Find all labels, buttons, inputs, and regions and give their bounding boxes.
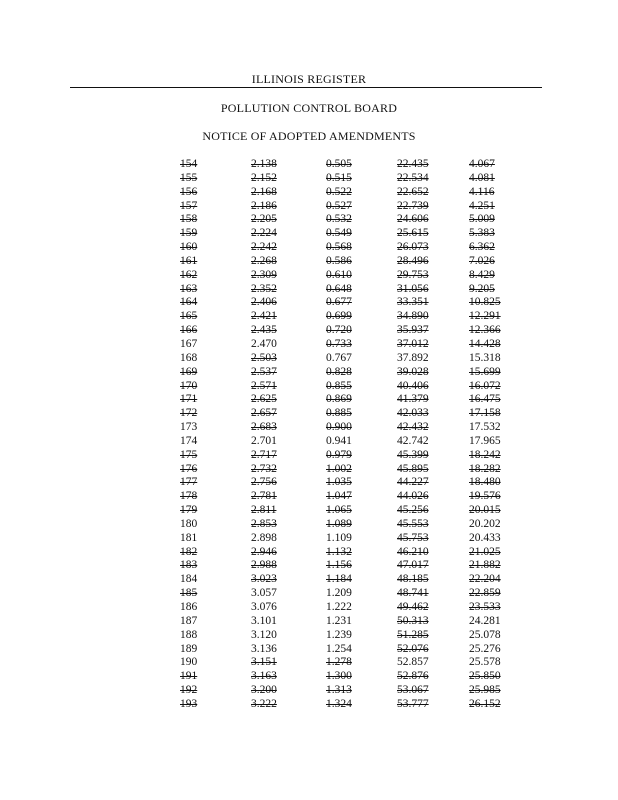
table-cell: 25.615 bbox=[397, 227, 429, 240]
table-row bbox=[0, 255, 618, 269]
table-cell: 1.278 bbox=[326, 656, 352, 669]
table-cell: 2.406 bbox=[251, 296, 277, 309]
table-cell: 26.152 bbox=[469, 697, 501, 710]
table-cell: 173 bbox=[180, 421, 198, 434]
table-row bbox=[0, 380, 618, 394]
table-cell: 47.017 bbox=[397, 559, 429, 572]
table-row bbox=[0, 200, 618, 214]
table-cell: 2.309 bbox=[251, 268, 277, 281]
table-cell: 162 bbox=[180, 268, 198, 281]
table-cell: 48.741 bbox=[397, 587, 429, 600]
table-cell: 21.882 bbox=[469, 559, 501, 572]
table-cell: 2.898 bbox=[251, 531, 277, 544]
table-cell: 2.352 bbox=[251, 282, 277, 295]
table-row bbox=[0, 684, 618, 698]
table-cell: 18.242 bbox=[469, 448, 501, 461]
table-cell: 25.850 bbox=[469, 670, 501, 683]
table-row bbox=[0, 463, 618, 477]
table-cell: 190 bbox=[180, 656, 198, 669]
table-row bbox=[0, 421, 618, 435]
table-row bbox=[0, 573, 618, 587]
table-cell: 2.946 bbox=[251, 545, 277, 558]
table-cell: 50.313 bbox=[397, 614, 429, 627]
table-cell: 0.568 bbox=[326, 241, 352, 254]
table-cell: 5.009 bbox=[469, 213, 495, 226]
table-cell: 2.435 bbox=[251, 324, 277, 337]
table-cell: 0.869 bbox=[326, 393, 352, 406]
table-cell: 2.811 bbox=[251, 504, 277, 517]
table-cell: 1.089 bbox=[326, 517, 352, 530]
table-cell: 3.057 bbox=[251, 587, 277, 600]
table-cell: 1.109 bbox=[326, 531, 352, 544]
table-cell: 46.210 bbox=[397, 545, 429, 558]
table-cell: 14.428 bbox=[469, 337, 501, 350]
table-cell: 0.828 bbox=[326, 365, 352, 378]
table-cell: 2.756 bbox=[251, 476, 277, 489]
table-row bbox=[0, 629, 618, 643]
table-cell: 37.012 bbox=[397, 337, 429, 350]
table-cell: 193 bbox=[180, 697, 198, 710]
table-cell: 170 bbox=[180, 379, 198, 392]
table-cell: 52.876 bbox=[397, 670, 429, 683]
table-cell: 3.136 bbox=[251, 642, 277, 655]
register-title: ILLINOIS REGISTER bbox=[251, 72, 367, 86]
table-cell: 29.753 bbox=[397, 268, 429, 281]
table-cell: 4.081 bbox=[469, 171, 495, 184]
table-cell: 25.276 bbox=[469, 642, 501, 655]
table-cell: 2.701 bbox=[251, 434, 277, 447]
table-cell: 0.505 bbox=[326, 158, 352, 170]
header-rule bbox=[70, 87, 542, 88]
table-cell: 16.475 bbox=[469, 393, 501, 406]
table-cell: 3.120 bbox=[251, 628, 277, 641]
table-cell: 48.185 bbox=[397, 573, 429, 586]
table-cell: 9.205 bbox=[469, 282, 495, 295]
table-cell: 2.853 bbox=[251, 517, 277, 530]
table-cell: 0.527 bbox=[326, 199, 352, 212]
table-cell: 160 bbox=[180, 241, 198, 254]
table-cell: 165 bbox=[180, 310, 198, 323]
table-cell: 25.985 bbox=[469, 684, 501, 697]
table-cell: 22.739 bbox=[397, 199, 429, 212]
table-row bbox=[0, 643, 618, 657]
table-cell: 15.699 bbox=[469, 365, 501, 378]
table-cell: 157 bbox=[180, 199, 198, 212]
table-cell: 178 bbox=[180, 490, 198, 503]
table-cell: 45.895 bbox=[397, 462, 429, 475]
table-row bbox=[0, 587, 618, 601]
table-cell: 16.072 bbox=[469, 379, 501, 392]
table-cell: 22.859 bbox=[469, 587, 501, 600]
table-cell: 159 bbox=[180, 227, 198, 240]
table-cell: 186 bbox=[180, 601, 198, 613]
table-cell: 183 bbox=[180, 559, 198, 572]
table-cell: 168 bbox=[180, 351, 198, 364]
table-cell: 22.652 bbox=[397, 185, 429, 198]
table-cell: 42.432 bbox=[397, 421, 429, 434]
table-row bbox=[0, 172, 618, 186]
table-cell: 2.732 bbox=[251, 462, 277, 475]
board-title: POLLUTION CONTROL BOARD bbox=[220, 101, 398, 115]
table-cell: 3.163 bbox=[251, 670, 277, 683]
table-cell: 24.606 bbox=[397, 213, 429, 226]
table-cell: 1.132 bbox=[326, 545, 352, 558]
table-cell: 3.222 bbox=[251, 697, 277, 710]
table-cell: 31.056 bbox=[397, 282, 429, 295]
table-cell: 2.421 bbox=[251, 310, 277, 323]
table-row bbox=[0, 227, 618, 241]
table-cell: 2.168 bbox=[251, 185, 277, 198]
table-cell: 0.767 bbox=[326, 351, 352, 364]
table-cell: 17.158 bbox=[469, 407, 501, 420]
table-cell: 189 bbox=[180, 642, 198, 655]
table-row bbox=[0, 656, 618, 670]
table-cell: 2.186 bbox=[251, 199, 277, 212]
table-cell: 20.202 bbox=[469, 517, 501, 530]
table-cell: 0.979 bbox=[326, 448, 352, 461]
table-cell: 155 bbox=[180, 171, 198, 184]
table-cell: 0.522 bbox=[326, 185, 352, 198]
table-row bbox=[0, 186, 618, 200]
table-row bbox=[0, 213, 618, 227]
table-cell: 0.720 bbox=[326, 324, 352, 337]
table-cell: 1.231 bbox=[326, 614, 352, 627]
table-cell: 172 bbox=[180, 407, 198, 420]
table-cell: 42.033 bbox=[397, 407, 429, 420]
table-cell: 0.532 bbox=[326, 213, 352, 226]
table-cell: 23.533 bbox=[469, 601, 501, 613]
table-cell: 161 bbox=[180, 254, 198, 267]
table-cell: 179 bbox=[180, 504, 198, 517]
table-row bbox=[0, 393, 618, 407]
table-cell: 166 bbox=[180, 324, 198, 337]
table-cell: 52.076 bbox=[397, 642, 429, 655]
table-cell: 44.227 bbox=[397, 476, 429, 489]
table-cell: 180 bbox=[180, 517, 198, 530]
table-cell: 49.462 bbox=[397, 601, 429, 613]
table-cell: 45.399 bbox=[397, 448, 429, 461]
data-table bbox=[0, 158, 618, 712]
table-cell: 8.429 bbox=[469, 268, 495, 281]
table-cell: 19.576 bbox=[469, 490, 501, 503]
table-row bbox=[0, 158, 618, 172]
table-cell: 1.002 bbox=[326, 462, 352, 475]
table-cell: 1.254 bbox=[326, 642, 352, 655]
table-cell: 181 bbox=[180, 531, 198, 544]
table-cell: 2.152 bbox=[251, 171, 277, 184]
table-cell: 1.222 bbox=[326, 601, 352, 613]
table-cell: 22.534 bbox=[397, 171, 429, 184]
table-cell: 187 bbox=[180, 614, 198, 627]
table-cell: 28.496 bbox=[397, 254, 429, 267]
table-cell: 45.753 bbox=[397, 531, 429, 544]
table-cell: 191 bbox=[180, 670, 198, 683]
table-cell: 22.435 bbox=[397, 158, 429, 170]
table-cell: 18.282 bbox=[469, 462, 501, 475]
table-row bbox=[0, 269, 618, 283]
table-cell: 51.285 bbox=[397, 628, 429, 641]
table-cell: 1.035 bbox=[326, 476, 352, 489]
table-cell: 20.433 bbox=[469, 531, 501, 544]
table-cell: 4.067 bbox=[469, 158, 495, 170]
table-row bbox=[0, 601, 618, 615]
table-row bbox=[0, 546, 618, 560]
table-cell: 154 bbox=[180, 158, 198, 170]
table-row bbox=[0, 476, 618, 490]
table-cell: 6.362 bbox=[469, 241, 495, 254]
table-cell: 2.717 bbox=[251, 448, 277, 461]
table-cell: 41.379 bbox=[397, 393, 429, 406]
table-cell: 1.313 bbox=[326, 684, 352, 697]
table-cell: 12.291 bbox=[469, 310, 501, 323]
table-cell: 53.067 bbox=[397, 684, 429, 697]
table-cell: 185 bbox=[180, 587, 198, 600]
table-row bbox=[0, 504, 618, 518]
table-cell: 1.047 bbox=[326, 490, 352, 503]
table-cell: 34.890 bbox=[397, 310, 429, 323]
table-cell: 177 bbox=[180, 476, 198, 489]
table-cell: 25.078 bbox=[469, 628, 501, 641]
table-cell: 1.184 bbox=[326, 573, 352, 586]
table-cell: 175 bbox=[180, 448, 198, 461]
table-cell: 33.351 bbox=[397, 296, 429, 309]
table-cell: 2.268 bbox=[251, 254, 277, 267]
table-cell: 2.503 bbox=[251, 351, 277, 364]
table-cell: 2.625 bbox=[251, 393, 277, 406]
table-cell: 0.677 bbox=[326, 296, 352, 309]
table-cell: 17.532 bbox=[469, 421, 501, 434]
table-cell: 12.366 bbox=[469, 324, 501, 337]
table-cell: 40.406 bbox=[397, 379, 429, 392]
table-cell: 2.205 bbox=[251, 213, 277, 226]
table-cell: 45.256 bbox=[397, 504, 429, 517]
table-row bbox=[0, 283, 618, 297]
table-cell: 0.733 bbox=[326, 337, 352, 350]
table-cell: 0.549 bbox=[326, 227, 352, 240]
table-cell: 2.657 bbox=[251, 407, 277, 420]
table-cell: 37.892 bbox=[397, 351, 429, 364]
table-cell: 26.073 bbox=[397, 241, 429, 254]
table-cell: 2.571 bbox=[251, 379, 277, 392]
table-row bbox=[0, 366, 618, 380]
table-cell: 2.470 bbox=[251, 337, 277, 350]
table-cell: 7.026 bbox=[469, 254, 495, 267]
table-cell: 0.855 bbox=[326, 379, 352, 392]
notice-title: NOTICE OF ADOPTED AMENDMENTS bbox=[202, 129, 416, 143]
table-cell: 188 bbox=[180, 628, 198, 641]
table-cell: 22.204 bbox=[469, 573, 501, 586]
table-cell: 167 bbox=[180, 337, 198, 350]
table-cell: 1.065 bbox=[326, 504, 352, 517]
table-cell: 2.683 bbox=[251, 421, 277, 434]
table-cell: 25.578 bbox=[469, 656, 501, 669]
table-cell: 0.885 bbox=[326, 407, 352, 420]
table-cell: 169 bbox=[180, 365, 198, 378]
table-cell: 15.318 bbox=[469, 351, 501, 364]
table-cell: 2.224 bbox=[251, 227, 277, 240]
table-row bbox=[0, 324, 618, 338]
table-cell: 182 bbox=[180, 545, 198, 558]
table-cell: 1.324 bbox=[326, 697, 352, 710]
table-cell: 192 bbox=[180, 684, 198, 697]
table-cell: 21.025 bbox=[469, 545, 501, 558]
table-row bbox=[0, 559, 618, 573]
table-cell: 3.151 bbox=[251, 656, 277, 669]
table-cell: 52.857 bbox=[397, 656, 429, 669]
table-cell: 176 bbox=[180, 462, 198, 475]
table-cell: 3.023 bbox=[251, 573, 277, 586]
table-cell: 1.239 bbox=[326, 628, 352, 641]
table-cell: 0.648 bbox=[326, 282, 352, 295]
table-cell: 44.026 bbox=[397, 490, 429, 503]
table-cell: 42.742 bbox=[397, 434, 429, 447]
table-row bbox=[0, 698, 618, 712]
table-cell: 171 bbox=[180, 393, 198, 406]
table-cell: 45.553 bbox=[397, 517, 429, 530]
table-cell: 3.200 bbox=[251, 684, 277, 697]
table-row bbox=[0, 670, 618, 684]
table-cell: 158 bbox=[180, 213, 198, 226]
table-cell: 184 bbox=[180, 573, 198, 586]
table-row bbox=[0, 338, 618, 352]
table-row bbox=[0, 532, 618, 546]
table-cell: 53.777 bbox=[397, 697, 429, 710]
table-cell: 163 bbox=[180, 282, 198, 295]
table-cell: 24.281 bbox=[469, 614, 501, 627]
table-row bbox=[0, 407, 618, 421]
table-cell: 1.300 bbox=[326, 670, 352, 683]
table-cell: 0.941 bbox=[326, 434, 352, 447]
table-cell: 17.965 bbox=[469, 434, 501, 447]
table-cell: 4.116 bbox=[469, 185, 495, 198]
table-cell: 2.138 bbox=[251, 158, 277, 170]
table-row bbox=[0, 518, 618, 532]
table-cell: 156 bbox=[180, 185, 198, 198]
table-cell: 20.015 bbox=[469, 504, 501, 517]
table-cell: 1.209 bbox=[326, 587, 352, 600]
table-cell: 2.781 bbox=[251, 490, 277, 503]
table-row bbox=[0, 310, 618, 324]
table-cell: 0.515 bbox=[326, 171, 352, 184]
table-cell: 10.825 bbox=[469, 296, 501, 309]
table-row bbox=[0, 615, 618, 629]
table-cell: 2.242 bbox=[251, 241, 277, 254]
table-row bbox=[0, 490, 618, 504]
table-row bbox=[0, 296, 618, 310]
table-row bbox=[0, 449, 618, 463]
table-row bbox=[0, 352, 618, 366]
table-cell: 18.480 bbox=[469, 476, 501, 489]
table-cell: 164 bbox=[180, 296, 198, 309]
table-cell: 3.076 bbox=[251, 601, 277, 613]
table-cell: 0.699 bbox=[326, 310, 352, 323]
table-row bbox=[0, 241, 618, 255]
table-cell: 3.101 bbox=[251, 614, 277, 627]
table-cell: 35.937 bbox=[397, 324, 429, 337]
table-cell: 4.251 bbox=[469, 199, 495, 212]
table-row bbox=[0, 435, 618, 449]
table-cell: 1.156 bbox=[326, 559, 352, 572]
table-cell: 2.988 bbox=[251, 559, 277, 572]
table-cell: 174 bbox=[180, 434, 198, 447]
table-cell: 2.537 bbox=[251, 365, 277, 378]
table-cell: 0.586 bbox=[326, 254, 352, 267]
table-cell: 0.900 bbox=[326, 421, 352, 434]
table-cell: 0.610 bbox=[326, 268, 352, 281]
table-cell: 5.383 bbox=[469, 227, 495, 240]
table-cell: 39.028 bbox=[397, 365, 429, 378]
